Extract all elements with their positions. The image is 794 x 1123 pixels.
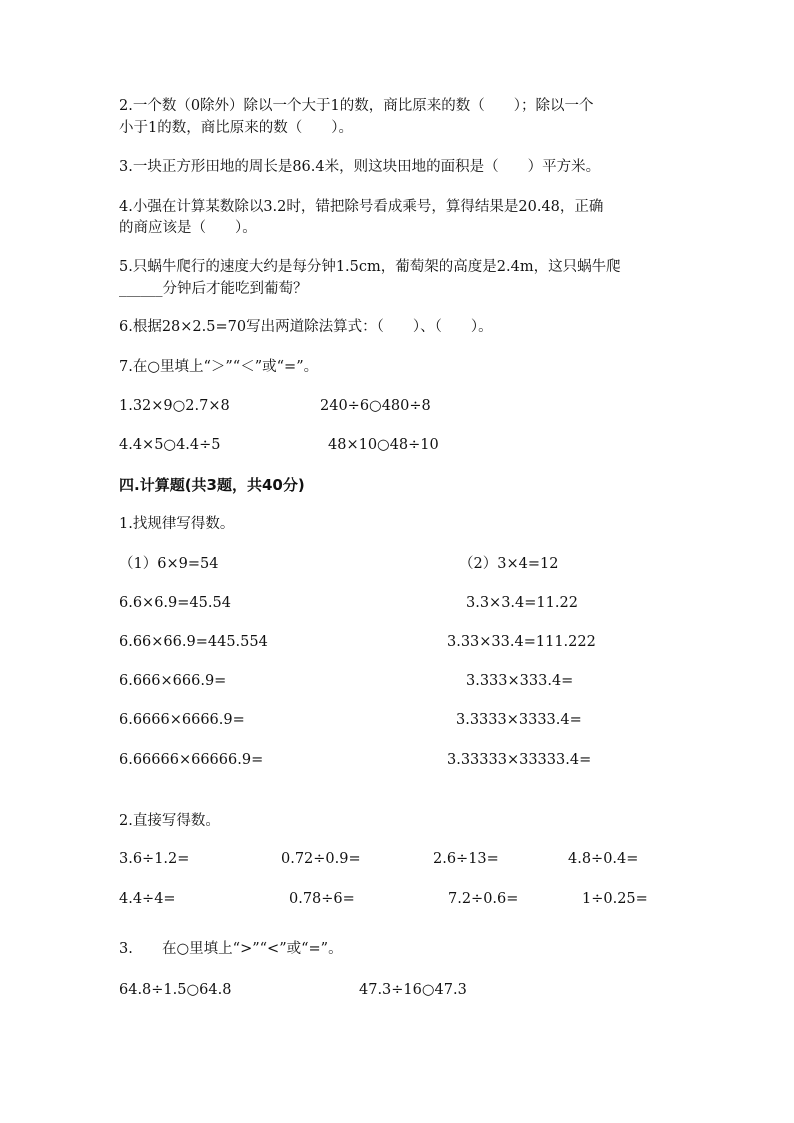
compare-item: 4.4×5○4.4÷5 — [119, 437, 221, 453]
pattern-right-item: 3.33333×33333.4= — [447, 752, 592, 768]
direct-calc-item: 1÷0.25= — [582, 891, 648, 907]
compare-item: 48×10○48÷10 — [328, 437, 439, 453]
calc-question-3-text: 在○里填上“>”“<”或“=”。 — [162, 941, 343, 957]
compare-item: 240÷6○480÷8 — [320, 398, 431, 414]
direct-calc-item: 2.6÷13= — [433, 851, 499, 867]
pattern-left-item: 6.666×666.9= — [119, 673, 227, 689]
question-2-line-2: 小于1的数，商比原来的数（ ）。 — [119, 120, 353, 136]
section-title: 四.计算题(共3题，共40分) — [119, 476, 305, 494]
question-6: 6.根据28×2.5=70写出两道除法算式：（ ）、（ ）。 — [119, 319, 493, 335]
pattern-right-item: 3.33×33.4=111.222 — [447, 634, 596, 650]
question-5-line-2: ______分钟后才能吃到葡萄？ — [119, 281, 308, 297]
direct-calc-item: 0.78÷6= — [289, 891, 355, 907]
calc-question-3-number: 3. — [119, 941, 133, 957]
compare-item: 1.32×9○2.7×8 — [119, 398, 230, 414]
direct-calc-item: 0.72÷0.9= — [281, 851, 361, 867]
question-7: 7.在○里填上“＞”“＜”或“=”。 — [119, 359, 319, 375]
pattern-right-item: 3.3333×3333.4= — [456, 712, 582, 728]
compare-item: 64.8÷1.5○64.8 — [119, 982, 232, 998]
question-4-line-1: 4.小强在计算某数除以3.2时，错把除号看成乘号，算得结果是20.48，正确 — [119, 199, 604, 215]
pattern-left-item: （1）6×9=54 — [119, 556, 219, 572]
direct-calc-item: 4.8÷0.4= — [568, 851, 639, 867]
pattern-right-item: 3.3×3.4=11.22 — [466, 595, 578, 611]
question-4-line-2: 的商应该是（ ）。 — [119, 220, 257, 236]
calc-question-2-title: 2.直接写得数。 — [119, 813, 220, 829]
pattern-left-item: 6.66666×66666.9= — [119, 752, 264, 768]
pattern-left-item: 6.6666×6666.9= — [119, 712, 245, 728]
direct-calc-item: 3.6÷1.2= — [119, 851, 190, 867]
pattern-right-item: 3.333×333.4= — [466, 673, 574, 689]
question-3: 3.一块正方形田地的周长是86.4米，则这块田地的面积是（ ）平方米。 — [119, 159, 601, 175]
pattern-right-item: （2）3×4=12 — [459, 556, 559, 572]
pattern-left-item: 6.66×66.9=445.554 — [119, 634, 268, 650]
compare-item: 47.3÷16○47.3 — [359, 982, 467, 998]
calc-question-1-title: 1.找规律写得数。 — [119, 516, 235, 532]
direct-calc-item: 4.4÷4= — [119, 891, 176, 907]
direct-calc-item: 7.2÷0.6= — [448, 891, 519, 907]
question-2-line-1: 2.一个数（0除外）除以一个大于1的数，商比原来的数（ ）；除以一个 — [119, 98, 594, 114]
question-5-line-1: 5.只蜗牛爬行的速度大约是每分钟1.5cm，葡萄架的高度是2.4m，这只蜗牛爬 — [119, 259, 621, 275]
pattern-left-item: 6.6×6.9=45.54 — [119, 595, 231, 611]
